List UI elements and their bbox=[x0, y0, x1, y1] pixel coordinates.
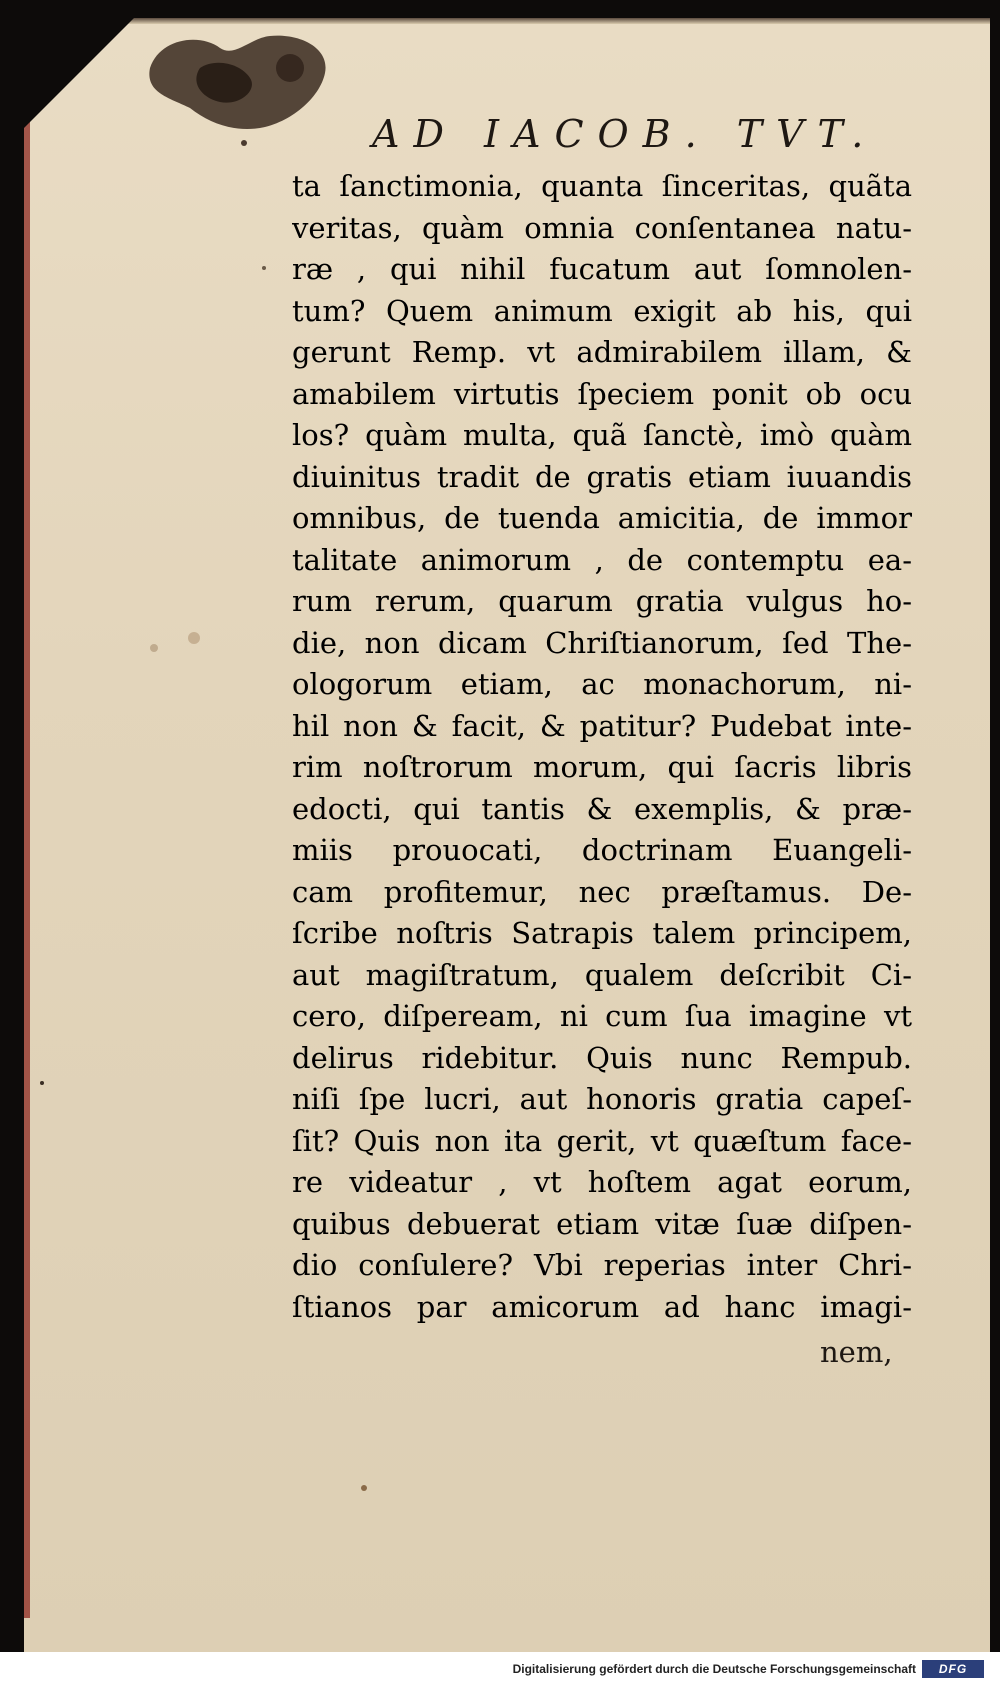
text-line-15: rim noſtrorum morum, qui ſacris libris bbox=[292, 750, 912, 784]
ink-stain-icon bbox=[140, 28, 340, 138]
text-line-16: edocti, qui tantis & exemplis, & præ- bbox=[292, 791, 912, 826]
text-line-21: cero, diſpeream, ni cum ſua imagine vt bbox=[292, 999, 912, 1033]
text-line-26: quibus debuerat etiam vitæ ſuæ diſpen- bbox=[292, 1206, 912, 1241]
torn-corner bbox=[24, 18, 134, 128]
text-line-22: delirus ridebitur. Quis nunc Rempub. bbox=[292, 1040, 912, 1075]
text-line-2: veritas, quàm omnia conſentanea natu- bbox=[292, 210, 912, 245]
text-line-20: aut magiſtratum, qualem deſcribit Ci- bbox=[292, 957, 912, 992]
text-line-8: diuinitus tradit de gratis etiam iuuandis bbox=[292, 459, 912, 494]
text-line-18: cam profitemur, nec præſtamus. De- bbox=[292, 874, 912, 909]
text-body bbox=[292, 166, 912, 1328]
text-line-14: hil non & facit, & patitur? Pudebat inte- bbox=[292, 708, 912, 743]
text-line-7: los? quàm multa, quã ſanctè, imò quàm bbox=[292, 418, 912, 452]
text-line-25: re videatur , vt hoſtem agat eorum, bbox=[292, 1165, 912, 1199]
text-line-12: die, non dicam Chriſtianorum, ſed The- bbox=[292, 625, 912, 660]
text-line-5: gerunt Remp. vt admirabilem illam, & bbox=[292, 335, 912, 369]
text-line-6: amabilem virtutis ſpeciem ponit ob ocu bbox=[292, 376, 912, 411]
text-line-1: ta ſanctimonia, quanta ſinceritas, quãta bbox=[292, 169, 912, 203]
running-head: AD IACOB. TVT. bbox=[372, 112, 878, 156]
digitization-credit: Digitalisierung gefördert durch die Deutsche Forschungsgemeinschaft bbox=[512, 1662, 916, 1676]
text-line-17: miis prouocati, doctrinam Euangeli- bbox=[292, 833, 912, 867]
dfg-logo-icon: DFG bbox=[922, 1660, 984, 1678]
text-line-24: ſit? Quis non ita gerit, vt quæſtum face- bbox=[292, 1123, 912, 1158]
page-top-edge bbox=[24, 18, 990, 24]
text-line-13: ologorum etiam, ac monachorum, ni- bbox=[292, 667, 912, 701]
text-line-9: omnibus, de tuenda amicitia, de immor bbox=[292, 501, 912, 535]
catchword: nem, bbox=[820, 1335, 893, 1369]
text-line-19: ſcribe noſtris Satrapis talem principem, bbox=[292, 916, 912, 950]
binding-edge bbox=[24, 58, 30, 1618]
text-line-27: dio conſulere? Vbi reperias inter Chri- bbox=[292, 1248, 912, 1282]
text-line-28: ſtianos par amicorum ad hanc imagi- bbox=[292, 1289, 912, 1324]
text-line-4: tum? Quem animum exigit ab his, qui bbox=[292, 293, 912, 328]
text-line-11: rum rerum, quarum gratia vulgus ho- bbox=[292, 584, 912, 618]
text-line-23: niſi ſpe lucri, aut honoris gratia capeſ- bbox=[292, 1082, 912, 1116]
text-line-3: ræ , qui nihil fucatum aut ſomnolen- bbox=[292, 252, 912, 286]
text-line-10: talitate animorum , de contemptu ea- bbox=[292, 542, 912, 577]
